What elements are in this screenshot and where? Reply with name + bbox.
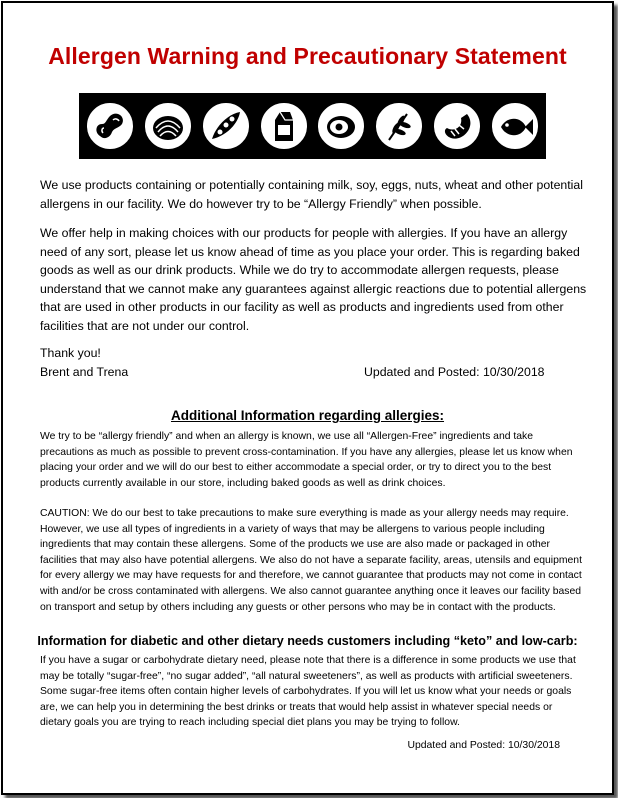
caution-paragraph: CAUTION: We do our best to take precautions to make sure everything is made as your allergy needs may require. However, we use all types of ingredients in a variety of ways that may be allergens to various people including ingredients that may contain these allergens. Some of the products we use are also made or packaged in other facilities that may also have potential allergens. We also do not have a separate facility, areas, utensils and equipment for every allergy we may have requests for and therefore, we cannot guarantee that products may not come in contact with and/or be cross contaminated with allergens. We also cannot guarantee anything once it leaves our facility based on transport and setup by others including any guests or other persons who may be in contact with the products. xyxy=(40,508,582,613)
wheat-icon xyxy=(374,101,424,151)
allergen-icon-strip xyxy=(79,93,546,159)
fish-icon xyxy=(490,101,540,151)
diabetic-info-heading: Information for diabetic and other dietary needs customers including “keto” and low-carb: xyxy=(37,634,578,648)
thanks-text: Thank you! xyxy=(40,346,101,360)
document-page xyxy=(1,1,614,795)
soybean-pod-icon xyxy=(201,101,251,151)
additional-paragraph-1: We try to be “allergy friendly” and when an allergy is known, we use all “Allergen-Free” ingredients and take precautions as much as possible to prevent cross-contamination. If you have any allergies, please let us know when placing your order and we will do our best to either accommodate a special order, or try to direct you to the best products currently available in our store, including baked goods as well as drink choices. xyxy=(40,431,573,489)
signature: Brent and Trena xyxy=(40,364,129,379)
page-title: Allergen Warning and Precautionary Statement xyxy=(48,43,567,69)
diabetic-paragraph: If you have a sugar or carbohydrate dietary need, please note that there is a difference in some products we use that may be totally “sugar-free”, “no sugar added”, “all natural sweeteners”, as well as products with artificial sweeteners. Some sugar-free items often contain higher levels of carbohydrates. If you will let us know what your needs or goals are, we can help you in determining the best drinks or treats that would help assist in whatever special needs or dietary goals you are trying to reach including special diet plans you may be trying to follow. xyxy=(40,655,576,729)
updated-date-bottom: Updated and Posted: 10/30/2018 xyxy=(407,740,560,751)
peanut-icon xyxy=(85,101,135,151)
intro-paragraph-1: We use products containing or potentially containing milk, soy, eggs, nuts, wheat and other potential allergens in our facility. We do however try to be “Allergy Friendly” when possible. xyxy=(40,178,583,211)
milk-carton-icon xyxy=(259,101,309,151)
updated-date-top: Updated and Posted: 10/30/2018 xyxy=(364,365,545,379)
additional-info-heading: Additional Information regarding allergies: xyxy=(170,408,445,423)
intro-paragraph-2: We offer help in making choices with our products for people with allergies. If you have an allergy need of any sort, please let us know ahead of time as you place your order. This is regarding baked goods as well as our drink products. While we do try to accommodate allergen requests, please understand that we cannot make any guarantees against allergic reactions due to potential allergens that are used in other products in our facility as well as products and ingredients used from other facilities that are not under our control. xyxy=(40,226,587,333)
shellfish-icon xyxy=(143,101,193,151)
egg-icon xyxy=(316,101,366,151)
closing xyxy=(40,344,128,381)
shrimp-icon xyxy=(432,101,482,151)
